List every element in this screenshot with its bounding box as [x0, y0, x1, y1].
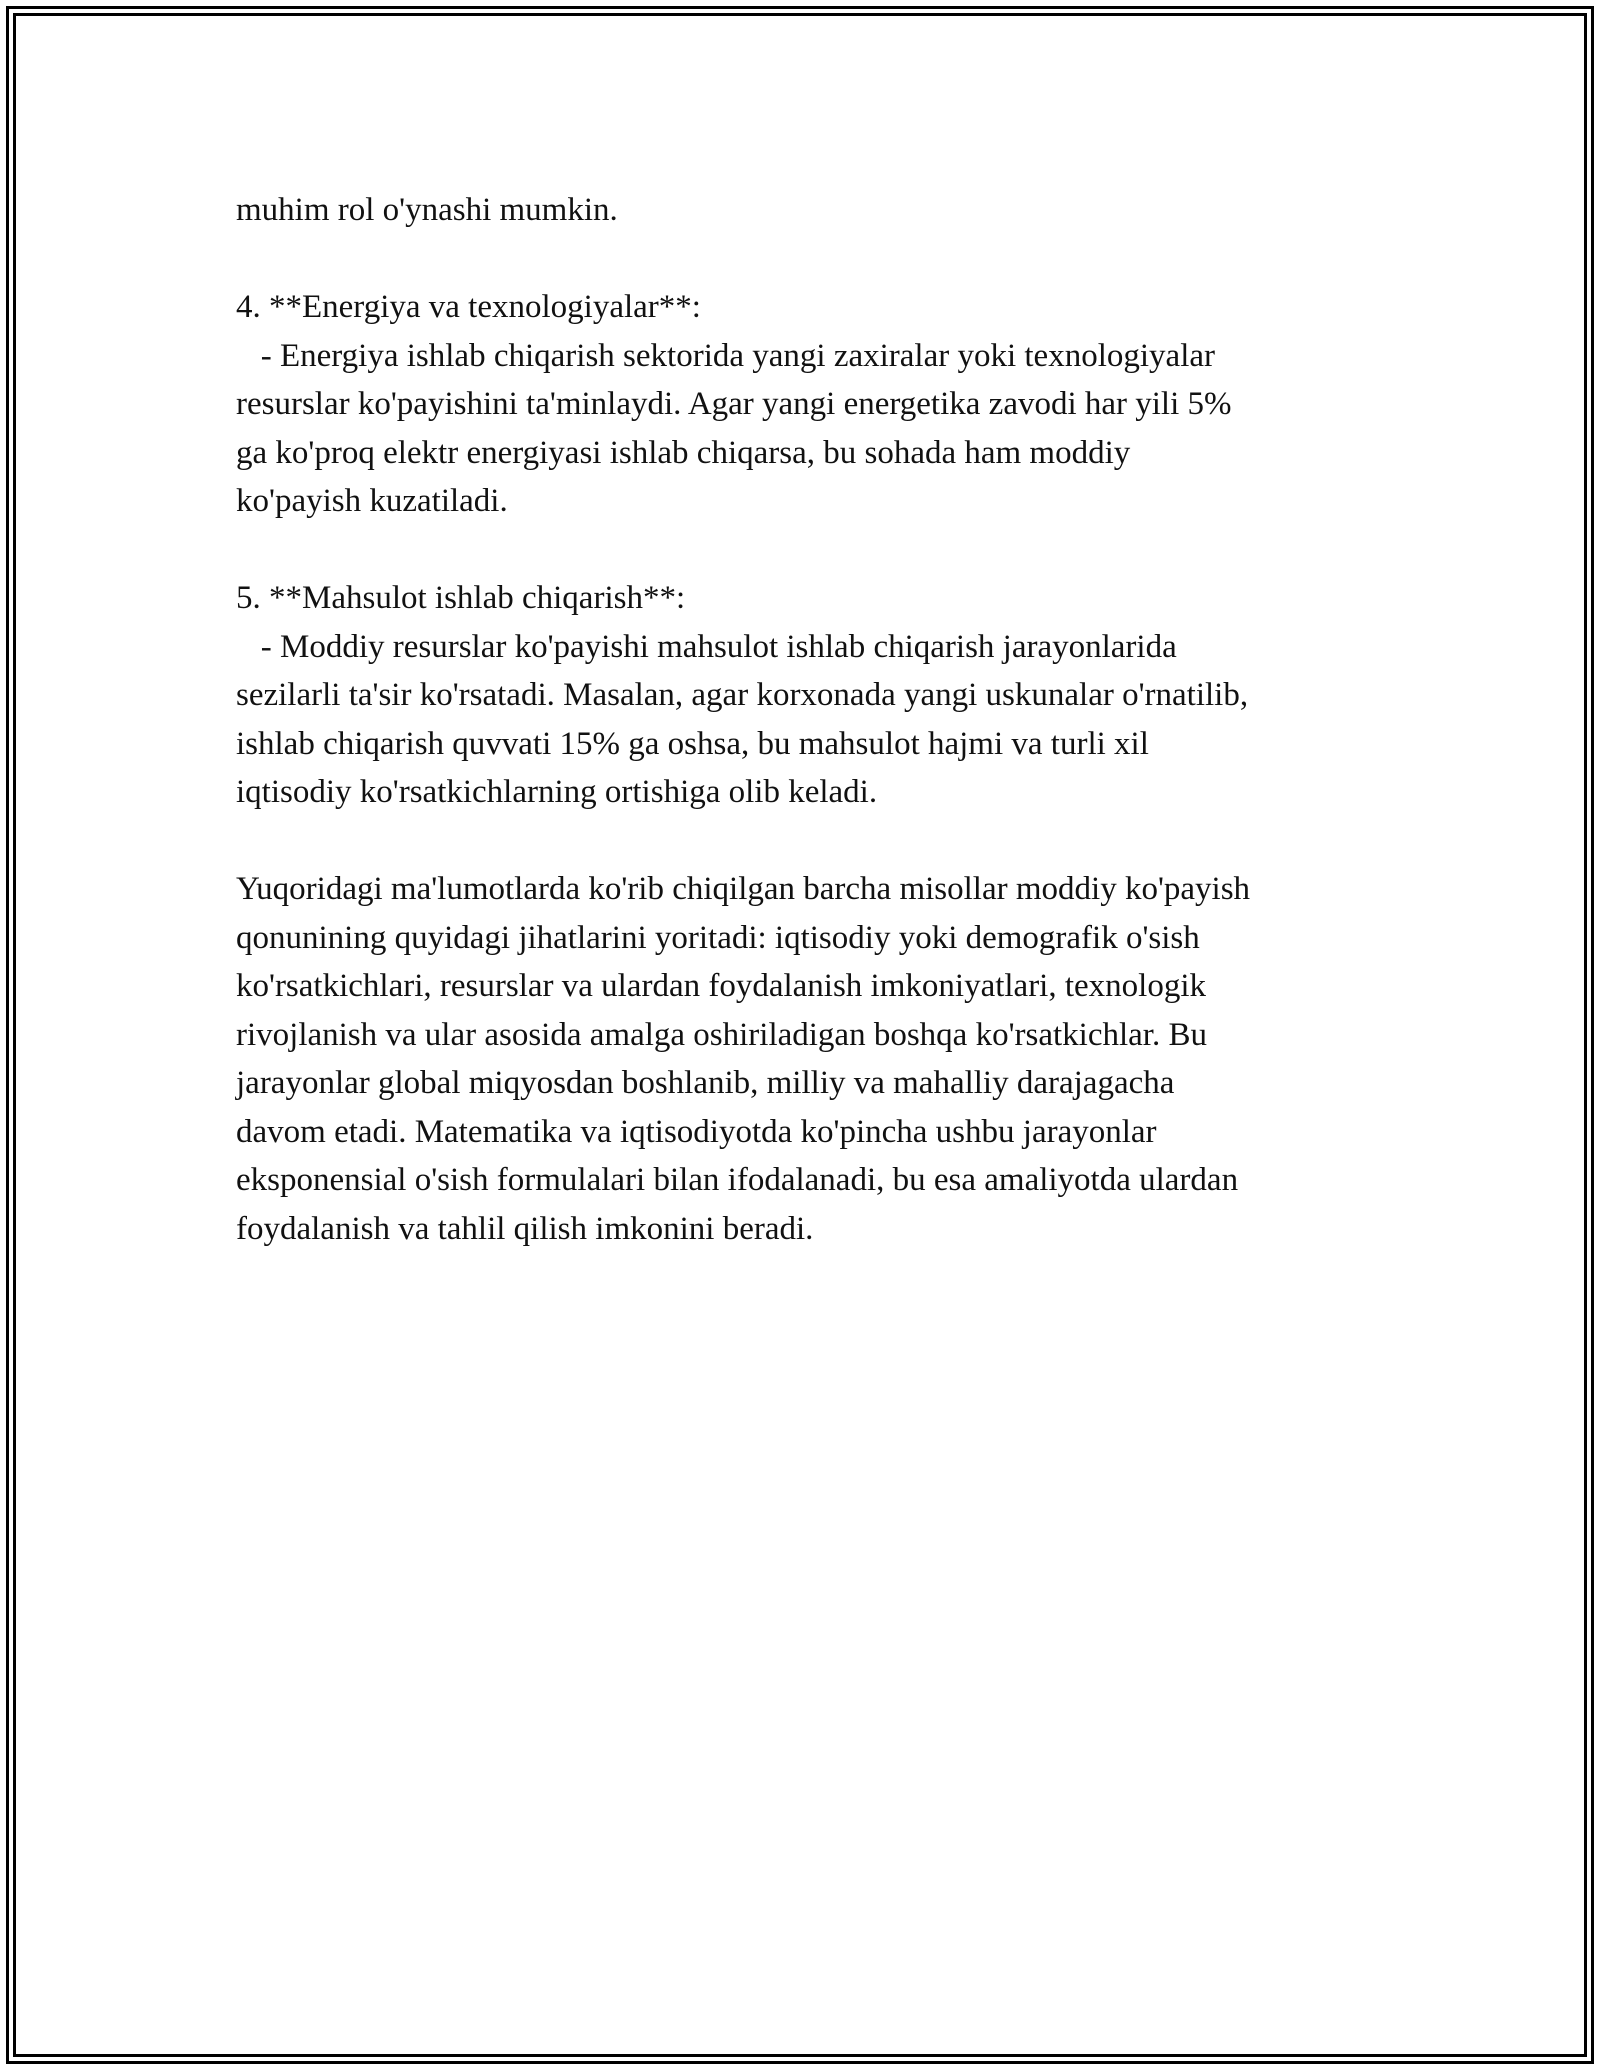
text-line: iqtisodiy ko'rsatkichlarning ortishiga olib keladi. — [236, 774, 878, 810]
text-line: rivojlanish va ular asosida amalga oshiriladigan boshqa ko'rsatkichlar. Bu — [236, 1016, 1207, 1053]
text-line: ishlab chiqarish quvvati 15% ga oshsa, bu mahsulot hajmi va turli xil — [236, 725, 1149, 762]
section-heading: 5. **Mahsulot ishlab chiqarish**: — [236, 580, 686, 616]
text-line: resurslar ko'payishini ta'minlaydi. Agar yangi energetika zavodi har yili 5% — [236, 386, 1232, 422]
text-line: - Moddiy resurslar ko'payishi mahsulot ishlab chiqarish jarayonlarida — [236, 628, 1177, 665]
paragraph-gap — [236, 235, 1396, 284]
text-line: qonunining quyidagi jihatlarini yoritadi: iqtisodiy yoki demografik o'sish — [236, 919, 1200, 956]
text-line: jarayonlar global miqyosdan boshlanib, milliy va mahalliy darajagacha — [236, 1065, 1175, 1101]
text-line: - Energiya ishlab chiqarish sektorida yangi zaxiralar yoki texnologiyalar — [236, 337, 1215, 374]
text-line: muhim rol o'ynashi mumkin. — [236, 192, 618, 228]
document-body — [236, 186, 1396, 1253]
text-line: eksponensial o'sish formulalari bilan ifodalanadi, bu esa amaliyotda ulardan — [236, 1162, 1239, 1198]
section-heading: 4. **Energiya va texnologiyalar**: — [236, 289, 701, 325]
text-line: ga ko'proq elektr energiyasi ishlab chiqarsa, bu sohada ham moddiy — [236, 434, 1131, 471]
paragraph-gap — [236, 526, 1396, 575]
text-line: Yuqoridagi ma'lumotlarda ko'rib chiqilgan barcha misollar moddiy ko'payish — [236, 871, 1251, 907]
text-line: sezilarli ta'sir ko'rsatadi. Masalan, agar korxonada yangi uskunalar o'rnatilib, — [236, 677, 1249, 713]
text-line: ko'rsatkichlari, resurslar va ulardan foydalanish imkoniyatlari, texnologik — [236, 968, 1207, 1004]
text-line: ko'payish kuzatiladi. — [236, 483, 508, 519]
text-line: foydalanish va tahlil qilish imkonini beradi. — [236, 1210, 814, 1247]
text-line: davom etadi. Matematika va iqtisodiyotda ko'pincha ushbu jarayonlar — [236, 1113, 1157, 1150]
paragraph-gap — [236, 817, 1396, 866]
